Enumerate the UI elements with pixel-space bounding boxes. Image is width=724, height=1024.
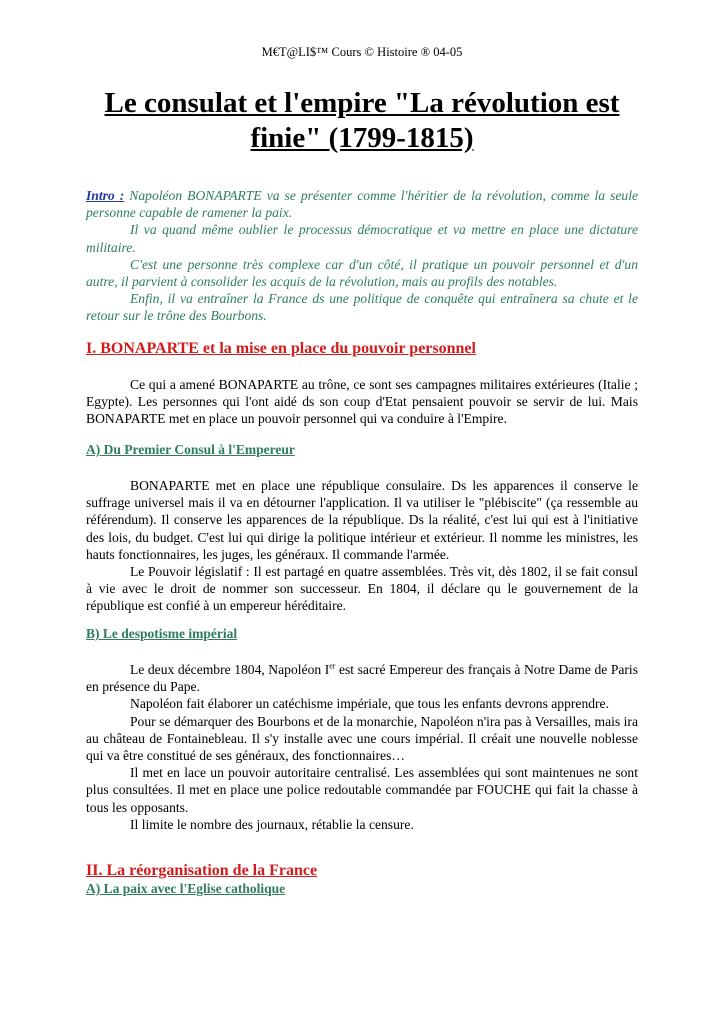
section-a-paragraph-2: Le Pouvoir législatif : Il est partagé en quatre assemblées. Très vit, dès 1802, il se fait consul à vie avec le droit de nommer son successeur. En 1804, il déclare qu le gouvernement de la république est confié à un empereur héréditaire.: [86, 564, 638, 614]
section-1-body: [86, 376, 638, 428]
section-a-body: [86, 477, 638, 615]
section-b-heading: B) Le despotisme impérial: [86, 626, 238, 641]
intro-label: Intro :: [86, 188, 125, 203]
section-b-paragraph-1-text: Le deux décembre 1804, Napoléon I: [130, 662, 330, 677]
intro-paragraph-3: C'est une personne très complexe car d'un côté, il pratique un pouvoir personnel et d'un autre, il parvient à consolider les acquis de la révolution, mais au profils des notables.: [86, 256, 638, 290]
section-2a-heading: A) La paix avec l'Eglise catholique: [86, 881, 286, 896]
page-title: [70, 86, 654, 156]
section-b-paragraph-1-text-end: est sacré Empereur des français à Notre Dame de Paris en présence du Pape.: [86, 662, 639, 695]
section-b-paragraph-1: [86, 661, 638, 695]
section-a-heading: A) Du Premier Consul à l'Empereur: [86, 442, 295, 457]
section-a-paragraph-1: BONAPARTE met en place une république consulaire. Ds les apparences il conserve le suffrage universel mais il va en détourner l'application. Il va utiliser le "plébiscite" (ça ressemble au référendum). Il conserve les apparences de la république. Ds la réalité, c'est lui qui est à l'initiative des lois, du budget. C'est lui qui dirige la politique intérieur et extérieur. Il nomme les ministres, les hauts fonctionnaires, les juges, les généraux. Il commande l'armée.: [86, 478, 638, 562]
superscript-er: er: [329, 661, 336, 671]
section-b-paragraph-4: Il met en lace un pouvoir autoritaire centralisé. Les assemblées qui sont maintenues ne sont plus consultées. Il met en place une police redoutable commandée par FOUCHE qui fait la chasse à tous les opposants.: [86, 765, 638, 815]
intro-text-1: Napoléon BONAPARTE va se présenter comme l'héritier de la révolution, comme la seule personne capable de ramener la paix.: [86, 188, 639, 221]
section-2-heading: II. La réorganisation de la France: [86, 862, 318, 879]
section-b-paragraph-5: Il limite le nombre des journaux, rétablie la censure.: [130, 816, 414, 832]
page-title-line-2: finie" (1799-1815): [250, 122, 474, 154]
intro-paragraph-2: Il va quand même oublier le processus démocratique et va mettre en place une dictature militaire.: [86, 222, 638, 255]
section-1-heading: I. BONAPARTE et la mise en place du pouvoir personnel: [86, 340, 476, 357]
page-title-line-1: Le consulat et l'empire "La révolution est: [104, 87, 620, 119]
intro-paragraph-4: Enfin, il va entraîner la France ds une politique de conquête qui entraînera sa chute et le retour sur le trône des Bourbons.: [86, 291, 638, 324]
intro-block: [86, 187, 638, 325]
section-b-paragraph-2: Napoléon fait élaborer un catéchisme impériale, que tous les enfants devrons apprendre.: [130, 696, 609, 712]
section-1-paragraph-1: Ce qui a amené BONAPARTE au trône, ce sont ses campagnes militaires extérieures (Italie ; Egypte). Les personnes qui l'ont aidé ds son coup d'Etat pensaient pouvoir se servir de lui. Mais BONAPARTE met en place un pouvoir personnel qui va conduire à l'Empire.: [86, 377, 638, 427]
section-b-body: [86, 661, 638, 833]
intro-paragraph-1: [86, 187, 638, 221]
page-header: M€T@LI$™ Cours © Histoire ® 04-05: [261, 45, 463, 59]
section-b-paragraph-3: Pour se démarquer des Bourbons et de la monarchie, Napoléon n'ira pas à Versailles, mais ira au château de Fontainebleau. Il s'y installe avec une cours impérial. Il créait une nouvelle noblesse qui va être constitué de ses généraux, des fonctionnaires…: [86, 713, 638, 764]
